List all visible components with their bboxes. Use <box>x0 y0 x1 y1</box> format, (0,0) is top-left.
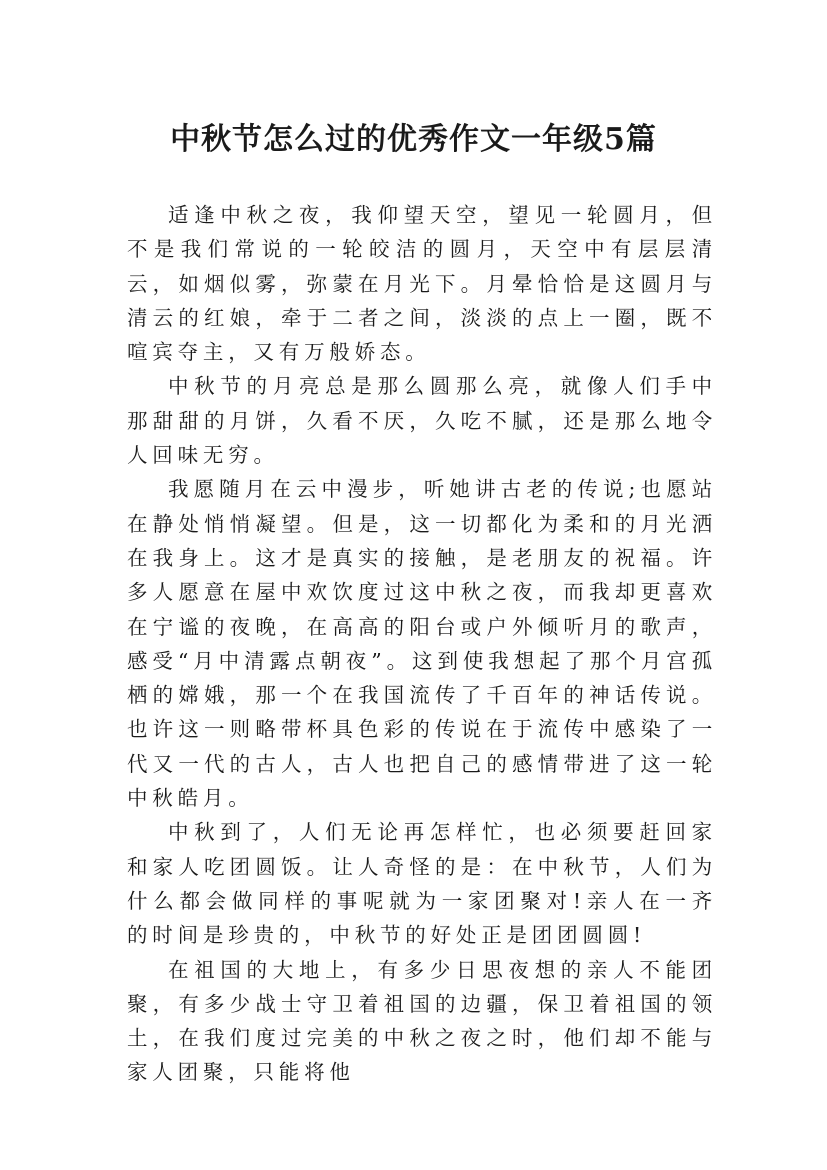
paragraph-1: 适逢中秋之夜，我仰望天空，望见一轮圆月，但不是我们常说的一轮皎洁的圆月，天空中有层层清云，如烟似雾，弥蒙在月光下。月晕恰恰是这圆月与清云的红娘，牵于二者之间，淡淡的点上一圈，既不喧宾夺主，又有万般娇态。 <box>127 203 717 365</box>
paragraph-3: 我愿随月在云中漫步，听她讲古老的传说;也愿站在静处悄悄凝望。但是，这一切都化为柔和的月光洒在我身上。这才是真实的接触，是老朋友的祝福。许多人愿意在屋中欢饮度过这中秋之夜，而我却更喜欢在宁谧的夜晚，在高高的阳台或户外倾听月的歌声，感受“月中清露点朝夜”。这到使我想起了那个月宫孤栖的嫦娥，那一个在我国流传了千百年的神话传说。也许这一则略带杯具色彩的传说在于流传中感染了一代又一代的古人，古人也把自己的感情带进了这一轮中秋皓月。 <box>127 477 717 811</box>
paragraph-4: 中秋到了，人们无论再怎样忙，也必须要赶回家和家人吃团圆饭。让人奇怪的是：在中秋节，人们为什么都会做同样的事呢就为一家团聚对!亲人在一齐的时间是珍贵的，中秋节的好处正是团团圆圆! <box>127 820 717 948</box>
document-title: 中秋节怎么过的优秀作文一年级5篇 <box>170 122 657 158</box>
document-body <box>127 198 717 1090</box>
paragraph-2: 中秋节的月亮总是那么圆那么亮，就像人们手中那甜甜的月饼，久看不厌，久吃不腻，还是那么地令人回味无穷。 <box>127 374 717 468</box>
paragraph-5: 在祖国的大地上，有多少日思夜想的亲人不能团聚，有多少战士守卫着祖国的边疆，保卫着祖国的领土，在我们度过完美的中秋之夜之时，他们却不能与家人团聚，只能将他 <box>127 957 717 1085</box>
